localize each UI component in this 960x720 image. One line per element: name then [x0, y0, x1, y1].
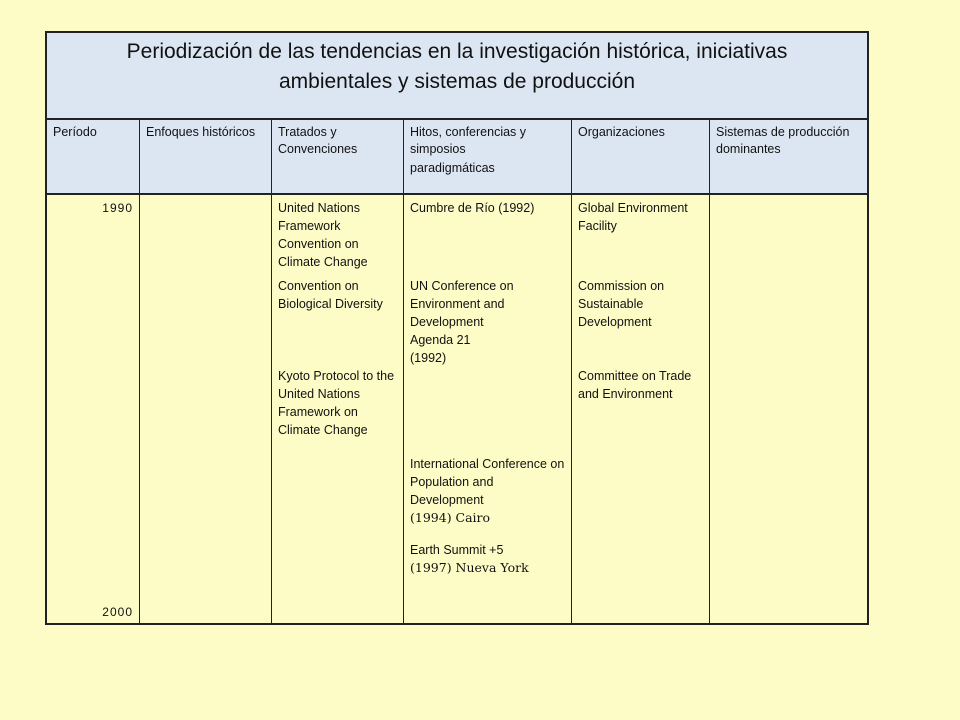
hito-icpd — [410, 455, 567, 527]
header-sistemas — [710, 120, 869, 193]
header-tratados — [272, 120, 404, 193]
hito-unced — [410, 277, 567, 367]
tratado-item: Kyoto Protocol to the United Nations Framework on Climate Change — [278, 369, 395, 437]
period-end: 2000 — [102, 605, 133, 619]
cell-sistemas — [710, 195, 869, 623]
period-start: 1990 — [102, 201, 133, 215]
organizacion-item: Commission on Sustainable Development — [578, 279, 665, 329]
hito-unced-year: (1992) — [410, 351, 447, 365]
hito-earth-summit — [410, 541, 567, 577]
hito-earth-year: (1997) Nueva York — [410, 560, 529, 575]
periodization-table — [45, 31, 869, 625]
hito-cumbre-rio: Cumbre de Río (1992) — [410, 201, 535, 215]
header-periodo-label: Período — [53, 125, 97, 139]
header-enfoques — [140, 120, 272, 193]
hito-unced-agenda: Agenda 21 — [410, 333, 471, 347]
hito-icpd-name: International Conference on Population and Development — [410, 457, 565, 507]
header-hitos — [404, 120, 572, 193]
tratado-item: Convention on Biological Diversity — [278, 279, 383, 311]
hito-unced-name: UN Conference on Environment and Development — [410, 279, 514, 329]
header-tratados-label: Tratados y Convenciones — [278, 125, 358, 156]
header-hitos-label: Hitos, conferencias y simposios — [410, 125, 527, 156]
organizacion-item: Committee on Trade and Environment — [578, 369, 692, 401]
header-periodo — [47, 120, 140, 193]
header-organizaciones-label: Organizaciones — [578, 125, 665, 139]
cell-periodo — [47, 195, 140, 623]
header-row — [45, 120, 869, 195]
cell-organizaciones — [572, 195, 710, 623]
table-title: Periodización de las tendencias en la investigación histórica, iniciativas ambientales y sistemas de producción — [126, 40, 788, 93]
cell-tratados — [272, 195, 404, 623]
title-cell — [45, 31, 869, 120]
header-enfoques-label: Enfoques históricos — [146, 125, 256, 139]
cell-enfoques — [140, 195, 272, 623]
header-sistemas-label: Sistemas de producción dominantes — [716, 125, 850, 156]
hito-icpd-year: (1994) Cairo — [410, 510, 491, 525]
tratado-item: United Nations Framework Convention on Climate Change — [278, 201, 368, 269]
header-hitos-label-2: paradigmáticas — [410, 161, 495, 175]
cell-hitos — [404, 195, 572, 623]
organizacion-item: Global Environment Facility — [578, 201, 688, 233]
hito-earth-name: Earth Summit +5 — [410, 543, 504, 557]
header-organizaciones — [572, 120, 710, 193]
body-row — [45, 195, 869, 625]
